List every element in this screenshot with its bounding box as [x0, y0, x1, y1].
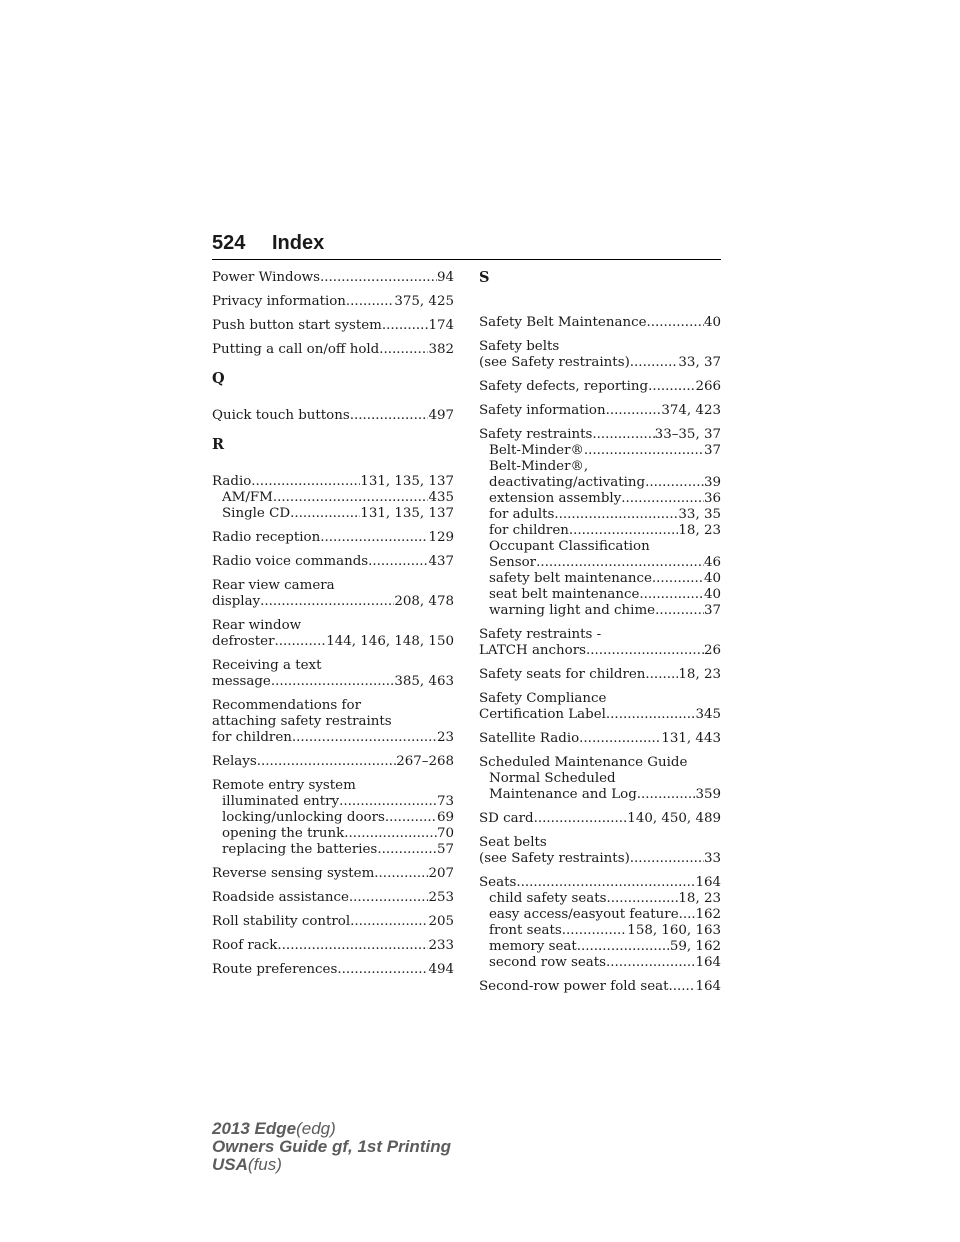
leader-dots: [645, 475, 704, 491]
entry-text: Safety Belt Maintenance: [479, 315, 647, 330]
entry-text: defroster: [212, 634, 275, 649]
page-reference: 382: [428, 342, 454, 357]
index-subentry-line: [479, 443, 721, 459]
entry-text: Safety restraints -: [479, 627, 602, 642]
leader-dots: [275, 634, 327, 650]
entry-text: Satellite Radio: [479, 731, 580, 746]
index-entry-line: [212, 938, 454, 954]
entry-text: memory seat: [489, 939, 577, 954]
leader-dots: [584, 443, 704, 459]
entry-text: second row seats: [489, 955, 607, 970]
index-entry: [212, 698, 454, 746]
leader-dots: [385, 810, 437, 826]
entry-text: Rear window: [212, 618, 302, 633]
leader-dots: [607, 891, 679, 907]
page-reference: 36: [703, 491, 721, 506]
leader-dots: [344, 826, 437, 842]
page-reference: 158, 160, 163: [627, 923, 721, 938]
page-reference: 37: [703, 443, 721, 458]
index-entry-line: [212, 714, 454, 730]
leader-dots: [320, 270, 437, 286]
page-reference: 94: [436, 270, 454, 285]
page-reference: 253: [428, 890, 454, 905]
entry-text: Seats: [479, 875, 517, 890]
entry-text: Push button start system: [212, 318, 382, 333]
index-entry: [212, 754, 454, 770]
index-subentry-line: [212, 810, 454, 826]
index-subentry-line: [479, 459, 721, 475]
footer-region: USA: [212, 1155, 248, 1174]
entry-text: (see Safety restraints): [479, 851, 630, 866]
index-entry: [479, 427, 721, 619]
index-entry-line: [479, 627, 721, 643]
page-reference: 435: [428, 490, 454, 505]
index-entry-line: [212, 866, 454, 882]
page-reference: 33, 37: [678, 355, 721, 370]
page-reference: 267–268: [396, 754, 454, 769]
entry-text: warning light and chime: [489, 603, 656, 618]
page-reference: 144, 146, 148, 150: [326, 634, 454, 649]
entry-text: Maintenance and Log: [489, 787, 637, 802]
index-entry-line: [479, 811, 721, 827]
entry-text: Route preferences: [212, 962, 338, 977]
page-reference: 33–35, 37: [654, 427, 721, 442]
entry-text: safety belt maintenance: [489, 571, 652, 586]
entry-text: Remote entry system: [212, 778, 356, 793]
entry-text: (see Safety restraints): [479, 355, 630, 370]
entry-text: opening the trunk: [222, 826, 345, 841]
entry-text: locking/unlocking doors: [222, 810, 385, 825]
index-subentry-line: [479, 955, 721, 971]
entry-text: Recommendations for: [212, 698, 361, 713]
index-entry-line: [479, 691, 721, 707]
entry-text: Receiving a text: [212, 658, 322, 673]
leader-dots: [669, 979, 696, 995]
index-subentry-line: [212, 490, 454, 506]
leader-dots: [379, 342, 428, 358]
index-entry-line: [479, 403, 721, 419]
entry-text: Safety seats for children: [479, 667, 646, 682]
page-reference: 233: [428, 938, 454, 953]
index-entry-line: [479, 875, 721, 891]
index-subentry-line: [479, 539, 721, 555]
page-header: [212, 232, 721, 262]
leader-dots: [621, 491, 704, 507]
index-entry: [479, 835, 721, 867]
entry-text: Belt-Minder®: [489, 443, 584, 458]
index-subentry-line: [479, 507, 721, 523]
index-subentry-line: [212, 826, 454, 842]
leader-dots: [645, 667, 678, 683]
leader-dots: [339, 794, 437, 810]
index-subentry-line: [479, 587, 721, 603]
page-reference: 131, 135, 137: [360, 474, 454, 489]
header-rule: [212, 259, 721, 260]
leader-dots: [534, 811, 628, 827]
leader-dots: [320, 530, 428, 546]
index-entry: [212, 318, 454, 334]
section-letter: R: [212, 436, 225, 453]
page-reference: 374, 423: [661, 403, 721, 418]
index-entry-line: [479, 731, 721, 747]
entry-text: Sensor: [489, 555, 537, 570]
index-entry-line: [212, 754, 454, 770]
index-entry-line: [212, 474, 454, 490]
index-entry-line: [479, 707, 721, 723]
index-entry: [479, 875, 721, 971]
index-entry: [212, 530, 454, 546]
index-entry-line: [212, 342, 454, 358]
index-subentry-line: [479, 771, 721, 787]
leader-dots: [637, 787, 696, 803]
entry-text: extension assembly: [489, 491, 622, 506]
entry-text: illuminated entry: [222, 794, 340, 809]
entry-text: Relays: [212, 754, 257, 769]
entry-text: Radio voice commands: [212, 554, 369, 569]
leader-dots: [630, 355, 679, 371]
index-entry: [212, 658, 454, 690]
index-entry: [479, 667, 721, 683]
section-letter: S: [479, 269, 490, 286]
index-entry-line: [479, 339, 721, 355]
leader-dots: [260, 594, 394, 610]
page-footer: [212, 1120, 451, 1174]
index-subentry-line: [479, 907, 721, 923]
page-reference: 164: [695, 979, 721, 994]
leader-dots: [586, 643, 704, 659]
entry-text: SD card: [479, 811, 534, 826]
leader-dots: [290, 506, 360, 522]
page-reference: 345: [695, 707, 721, 722]
page-reference: 497: [428, 408, 454, 423]
index-entry-line: [212, 962, 454, 978]
page-reference: 207: [428, 866, 454, 881]
page-reference: 162: [695, 907, 721, 922]
index-entry: [212, 914, 454, 930]
leader-dots: [368, 554, 428, 570]
index-entry: [212, 578, 454, 610]
entry-text: attaching safety restraints: [212, 714, 392, 729]
index-column-left: [212, 270, 454, 986]
entry-text: child safety seats: [489, 891, 607, 906]
index-entry: [212, 618, 454, 650]
index-entry: [212, 474, 454, 522]
entry-text: Putting a call on/off hold: [212, 342, 380, 357]
entry-text: front seats: [489, 923, 562, 938]
page-reference: 18, 23: [678, 523, 721, 538]
index-subentry-line: [212, 842, 454, 858]
leader-dots: [648, 379, 695, 395]
page-reference: 40: [703, 571, 721, 586]
section-letter: Q: [212, 370, 225, 387]
index-entry: [479, 731, 721, 747]
leader-dots: [647, 315, 704, 331]
page-reference: 70: [436, 826, 454, 841]
index-subentry-line: [479, 939, 721, 955]
index-entry: [479, 403, 721, 419]
index-entry-line: [212, 618, 454, 634]
page-reference: 18, 23: [678, 667, 721, 682]
page-reference: 39: [703, 475, 721, 490]
index-subentry-line: [212, 794, 454, 810]
index-entry-line: [479, 379, 721, 395]
index-entry-line: [212, 594, 454, 610]
entry-text: Reverse sensing system: [212, 866, 375, 881]
index-entry-line: [212, 778, 454, 794]
entry-text: Quick touch buttons: [212, 408, 350, 423]
leader-dots: [292, 730, 437, 746]
leader-dots: [606, 403, 662, 419]
leader-dots: [592, 427, 654, 443]
index-subentry-line: [479, 923, 721, 939]
index-subentry-line: [212, 506, 454, 522]
leader-dots: [577, 939, 670, 955]
index-entry: [212, 294, 454, 310]
leader-dots: [374, 866, 428, 882]
index-entry: [212, 866, 454, 882]
page-reference: 164: [695, 955, 721, 970]
page-reference: 205: [428, 914, 454, 929]
page-reference: 359: [695, 787, 721, 802]
page-reference: 69: [436, 810, 454, 825]
index-entry-line: [212, 318, 454, 334]
index-entry-line: [479, 427, 721, 443]
index-entry-line: [212, 270, 454, 286]
entry-text: Radio: [212, 474, 252, 489]
entry-text: Scheduled Maintenance Guide: [479, 755, 688, 770]
index-subentry-line: [479, 555, 721, 571]
index-entry-line: [212, 674, 454, 690]
page-reference: 26: [703, 643, 721, 658]
entry-text: Power Windows: [212, 270, 320, 285]
page-reference: 266: [695, 379, 721, 394]
index-entry: [479, 691, 721, 723]
page-reference: 131, 135, 137: [360, 506, 454, 521]
index-entry-line: [212, 658, 454, 674]
index-entry-line: [479, 835, 721, 851]
index-entry: [212, 554, 454, 570]
entry-text: Safety Compliance: [479, 691, 607, 706]
index-column-right: [479, 270, 721, 1003]
leader-dots: [639, 587, 704, 603]
index-entry-line: [479, 979, 721, 995]
index-entry-line: [479, 851, 721, 867]
index-entry: [212, 408, 454, 424]
index-entry-line: [212, 530, 454, 546]
index-entry-line: [479, 667, 721, 683]
leader-dots: [346, 294, 394, 310]
footer-region-code: (fus): [247, 1155, 282, 1174]
page-reference: 59, 162: [669, 939, 721, 954]
index-entry: [479, 979, 721, 995]
entry-text: Certification Label: [479, 707, 606, 722]
entry-text: Safety belts: [479, 339, 560, 354]
index-entry: [212, 938, 454, 954]
index-entry: [212, 342, 454, 358]
entry-text: Roll stability control: [212, 914, 351, 929]
entry-text: Roof rack: [212, 938, 278, 953]
leader-dots: [382, 318, 429, 334]
page-reference: 33: [703, 851, 721, 866]
page-reference: 385, 463: [394, 674, 454, 689]
footer-model: 2013 Edge: [212, 1119, 297, 1138]
page-reference: 73: [436, 794, 454, 809]
leader-dots: [377, 842, 437, 858]
entry-text: Safety restraints: [479, 427, 593, 442]
entry-text: Second-row power fold seat: [479, 979, 669, 994]
index-entry: [212, 962, 454, 978]
entry-text: Safety defects, reporting: [479, 379, 649, 394]
page-reference: 57: [436, 842, 454, 857]
footer-guide: Owners Guide gf, 1st Printing: [212, 1137, 451, 1156]
index-entry-line: [212, 554, 454, 570]
page-reference: 164: [695, 875, 721, 890]
entry-text: Privacy information: [212, 294, 346, 309]
leader-dots: [562, 923, 628, 939]
entry-text: deactivating/activating: [489, 475, 646, 490]
page-reference: 437: [428, 554, 454, 569]
page-reference: 23: [436, 730, 454, 745]
index-entry-line: [212, 914, 454, 930]
entry-text: AM/FM: [222, 490, 273, 505]
entry-text: Normal Scheduled: [489, 771, 616, 786]
index-entry: [479, 379, 721, 395]
page-number: 524: [212, 232, 246, 254]
page-reference: 174: [428, 318, 454, 333]
index-entry-line: [479, 643, 721, 659]
index-entry-line: [212, 890, 454, 906]
page-reference: 494: [428, 962, 454, 977]
leader-dots: [349, 890, 429, 906]
leader-dots: [554, 507, 678, 523]
page-reference: 40: [703, 587, 721, 602]
entry-text: Roadside assistance: [212, 890, 349, 905]
leader-dots: [579, 731, 661, 747]
page-reference: 375, 425: [394, 294, 454, 309]
entry-text: easy access/easyout feature: [489, 907, 679, 922]
footer-model-code: (edg): [296, 1119, 336, 1138]
index-entry-line: [212, 408, 454, 424]
page-reference: 131, 443: [661, 731, 721, 746]
entry-text: Safety information: [479, 403, 606, 418]
index-subentry-line: [479, 491, 721, 507]
leader-dots: [273, 490, 429, 506]
index-entry: [212, 890, 454, 906]
index-entry: [479, 315, 721, 331]
index-entry-line: [212, 634, 454, 650]
index-entry-line: [212, 698, 454, 714]
leader-dots: [655, 603, 704, 619]
page-reference: 40: [703, 315, 721, 330]
index-subentry-line: [479, 523, 721, 539]
index-subentry-line: [479, 891, 721, 907]
entry-text: LATCH anchors: [479, 643, 587, 658]
leader-dots: [652, 571, 704, 587]
entry-text: Radio reception: [212, 530, 321, 545]
entry-text: Single CD: [222, 506, 291, 521]
index-entry-line: [212, 578, 454, 594]
entry-text: message: [212, 674, 271, 689]
index-entry-line: [479, 355, 721, 371]
entry-text: replacing the batteries: [222, 842, 378, 857]
leader-dots: [536, 555, 704, 571]
index-subentry-line: [479, 571, 721, 587]
entry-text: Seat belts: [479, 835, 547, 850]
leader-dots: [337, 962, 428, 978]
leader-dots: [251, 474, 360, 490]
entry-text: display: [212, 594, 261, 609]
entry-text: for children: [212, 730, 292, 745]
index-subentry-line: [479, 787, 721, 803]
index-entry: [479, 627, 721, 659]
page-reference: 33, 35: [678, 507, 721, 522]
leader-dots: [679, 907, 696, 923]
entry-text: seat belt maintenance: [489, 587, 640, 602]
leader-dots: [569, 523, 679, 539]
leader-dots: [257, 754, 396, 770]
entry-text: for children: [489, 523, 569, 538]
page-title: Index: [272, 232, 325, 254]
index-entry: [479, 339, 721, 371]
index-entry-line: [479, 315, 721, 331]
entry-text: Rear view camera: [212, 578, 335, 593]
leader-dots: [271, 674, 395, 690]
index-entry: [479, 811, 721, 827]
entry-text: for adults: [489, 507, 555, 522]
index-subentry-line: [479, 475, 721, 491]
page-reference: 18, 23: [678, 891, 721, 906]
leader-dots: [350, 408, 429, 424]
index-entry: [212, 778, 454, 858]
entry-text: Occupant Classification: [489, 539, 650, 554]
page-reference: 129: [428, 530, 454, 545]
footer-model-line: [212, 1120, 451, 1138]
index-entry-line: [479, 755, 721, 771]
leader-dots: [516, 875, 695, 891]
leader-dots: [277, 938, 428, 954]
page-reference: 208, 478: [394, 594, 454, 609]
index-subentry-line: [479, 603, 721, 619]
index-entry-line: [212, 294, 454, 310]
leader-dots: [606, 955, 695, 971]
index-entry: [479, 755, 721, 803]
footer-region-line: [212, 1156, 451, 1174]
leader-dots: [350, 914, 428, 930]
page-reference: 140, 450, 489: [627, 811, 721, 826]
index-entry-line: [212, 730, 454, 746]
page-reference: 37: [703, 603, 721, 618]
page-reference: 46: [703, 555, 721, 570]
leader-dots: [606, 707, 696, 723]
index-entry: [212, 270, 454, 286]
entry-text: Belt-Minder®,: [489, 459, 589, 474]
leader-dots: [630, 851, 704, 867]
